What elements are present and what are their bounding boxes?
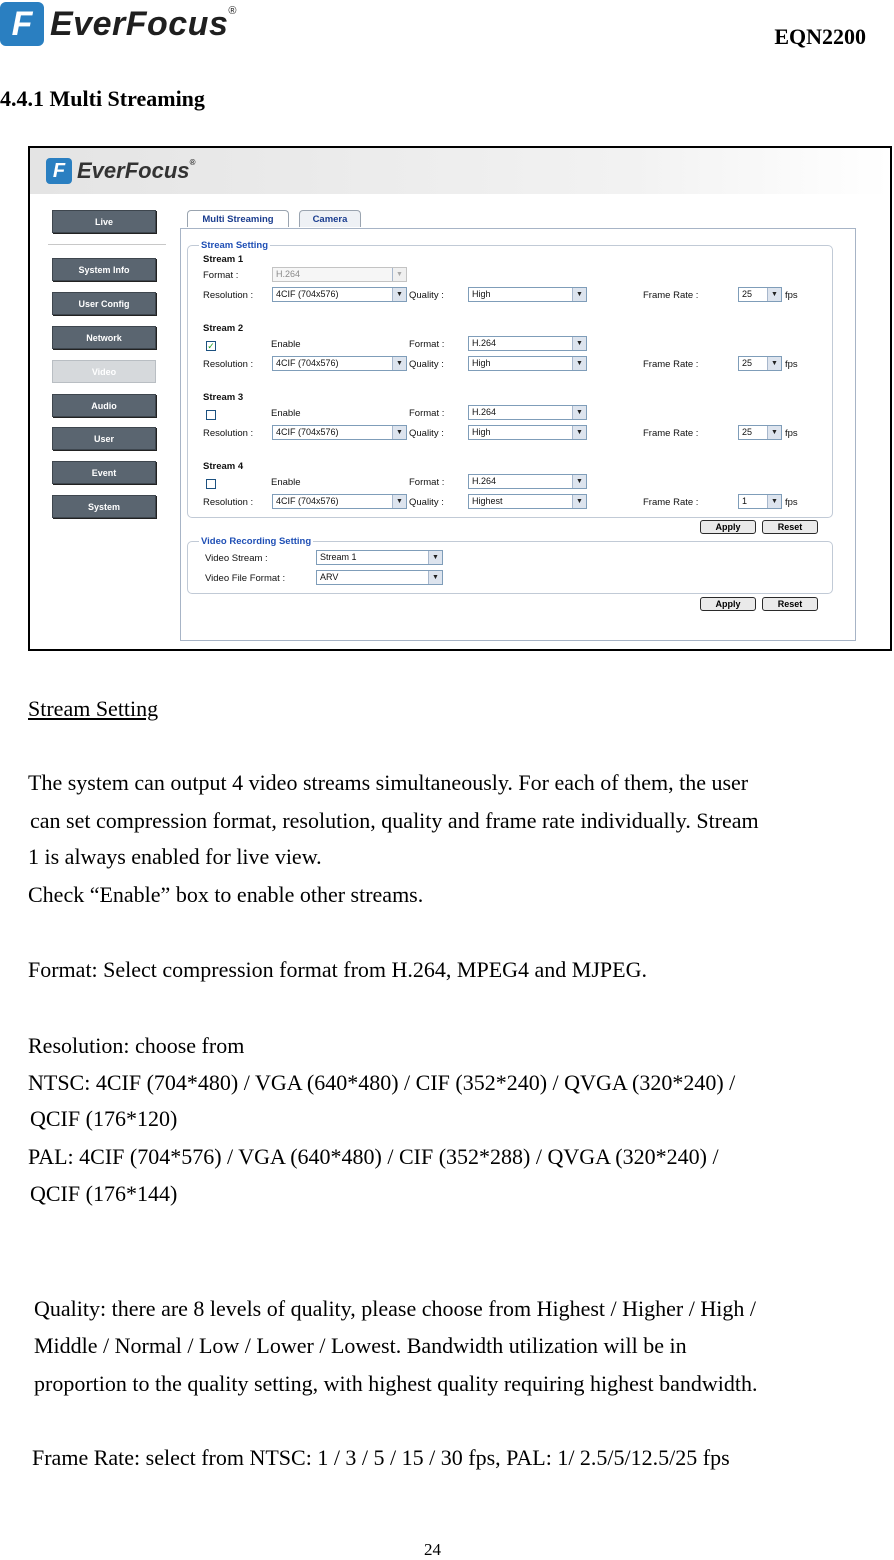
page-number: 24 [424, 1540, 441, 1559]
chevron-down-icon: ▼ [572, 288, 586, 301]
stream-4-frame-rate-value: 1 [742, 496, 748, 506]
video-recording-legend: Video Recording Setting [201, 536, 312, 547]
stream-4-quality-label: Quality : [409, 497, 444, 508]
stream-1-format-select[interactable] [272, 267, 407, 282]
web-ui-header [30, 148, 890, 194]
stream-3-enable-label: Enable [271, 408, 301, 419]
stream-4-quality-select[interactable] [468, 494, 587, 509]
resolution-line: NTSC: 4CIF (704*480) / VGA (640*480) / CIF (352*240) / QVGA (320*240) / [28, 1070, 736, 1095]
stream-3-fps-unit: fps [785, 428, 798, 439]
chevron-down-icon: ▼ [572, 475, 586, 488]
chevron-down-icon: ▼ [428, 551, 442, 564]
stream-2-frame-rate-value: 25 [742, 358, 753, 368]
stream-3-quality-label: Quality : [409, 428, 444, 439]
stream-2-format-label: Format : [409, 339, 445, 350]
stream-4-quality-value: Highest [472, 496, 503, 506]
everfocus-logo [0, 2, 237, 46]
stream-2-resolution-label: Resolution : [203, 359, 254, 370]
stream-3-frame-rate-label: Frame Rate : [643, 428, 699, 439]
resolution-line: QCIF (176*144) [30, 1181, 178, 1206]
chevron-down-icon: ▼ [572, 357, 586, 370]
stream-1-frame-rate-select[interactable] [738, 287, 782, 302]
nav-system-info-button[interactable]: System Info [52, 258, 156, 281]
video-file-format-value: ARV [320, 572, 339, 582]
stream-1-format-label: Format : [203, 270, 239, 281]
stream-setting-heading: Stream Setting [28, 696, 159, 721]
stream-2-frame-rate-select[interactable] [738, 356, 782, 371]
paragraph-line: The system can output 4 video streams simultaneously. For each of them, the user [28, 770, 749, 795]
stream-3-resolution-label: Resolution : [203, 428, 254, 439]
quality-line: proportion to the quality setting, with highest quality requiring highest bandwidth. [34, 1371, 758, 1396]
stream-4-frame-rate-select[interactable] [738, 494, 782, 509]
stream-1-frame-rate-value: 25 [742, 289, 753, 299]
web-ui-logo-f-icon: F [46, 158, 72, 184]
stream-apply-button[interactable]: Apply [700, 520, 756, 534]
stream-2-quality-label: Quality : [409, 359, 444, 370]
stream-4-enable-label: Enable [271, 477, 301, 488]
stream-2-enable-label: Enable [271, 339, 301, 350]
recording-apply-button[interactable]: Apply [700, 597, 756, 611]
stream-1-quality-label: Quality : [409, 290, 444, 301]
resolution-line: Resolution: choose from [28, 1033, 245, 1058]
chevron-down-icon: ▼ [767, 288, 781, 301]
stream-2-resolution-select[interactable] [272, 356, 407, 371]
stream-1-quality-value: High [472, 289, 491, 299]
chevron-down-icon: ▼ [572, 426, 586, 439]
chevron-down-icon: ▼ [392, 495, 406, 508]
tab-camera[interactable]: Camera [299, 210, 361, 227]
chevron-down-icon: ▼ [392, 288, 406, 301]
nav-system-button[interactable]: System [52, 495, 156, 518]
resolution-line: PAL: 4CIF (704*576) / VGA (640*480) / CIF (352*288) / QVGA (320*240) / [28, 1144, 719, 1169]
stream-1-fps-unit: fps [785, 290, 798, 301]
stream-1-title: Stream 1 [203, 254, 244, 265]
nav-event-button[interactable]: Event [52, 461, 156, 484]
stream-1-resolution-value: 4CIF (704x576) [276, 289, 339, 299]
stream-4-title: Stream 4 [203, 461, 244, 472]
stream-2-enable-checkbox[interactable]: ✓ [207, 341, 215, 351]
format-paragraph: Format: Select compression format from H.264, MPEG4 and MJPEG. [28, 957, 647, 982]
stream-4-format-value: H.264 [472, 476, 497, 486]
video-file-format-label: Video File Format : [205, 573, 286, 584]
chevron-down-icon: ▼ [767, 357, 781, 370]
nav-live-button[interactable]: Live [52, 210, 156, 233]
web-ui-screenshot [28, 146, 892, 651]
chevron-down-icon: ▼ [392, 268, 406, 281]
stream-3-format-label: Format : [409, 408, 445, 419]
chevron-down-icon: ▼ [392, 426, 406, 439]
video-recording-group [187, 541, 833, 594]
paragraph-line: 1 is always enabled for live view. [28, 844, 322, 869]
stream-3-resolution-value: 4CIF (704x576) [276, 427, 339, 437]
stream-3-format-value: H.264 [472, 407, 497, 417]
web-ui-logo-mark: ® [189, 158, 196, 167]
nav-user-config-button[interactable]: User Config [52, 292, 156, 315]
recording-reset-button[interactable]: Reset [762, 597, 818, 611]
stream-3-quality-value: High [472, 427, 491, 437]
video-stream-select[interactable] [316, 550, 443, 565]
stream-1-format-value: H.264 [276, 269, 301, 279]
web-ui-logo [46, 158, 195, 184]
stream-4-frame-rate-label: Frame Rate : [643, 497, 699, 508]
stream-2-resolution-value: 4CIF (704x576) [276, 358, 339, 368]
web-ui-logo-text: EverFocus [77, 158, 190, 183]
stream-setting-legend: Stream Setting [201, 240, 269, 251]
stream-2-format-select[interactable] [468, 336, 587, 351]
quality-line: Quality: there are 8 levels of quality, please choose from Highest / Higher / High / [34, 1296, 756, 1321]
stream-1-resolution-select[interactable] [272, 287, 407, 302]
stream-2-quality-select[interactable] [468, 356, 587, 371]
stream-4-format-select[interactable] [468, 474, 587, 489]
stream-2-quality-value: High [472, 358, 491, 368]
stream-reset-button[interactable]: Reset [762, 520, 818, 534]
nav-user-button[interactable]: User [52, 427, 156, 450]
paragraph-line: can set compression format, resolution, quality and frame rate individually. Stream [30, 808, 759, 833]
stream-4-resolution-label: Resolution : [203, 497, 254, 508]
frame-rate-paragraph: Frame Rate: select from NTSC: 1 / 3 / 5 / 15 / 30 fps, PAL: 1/ 2.5/5/12.5/25 fps [32, 1445, 730, 1470]
paragraph-line: Check “Enable” box to enable other streams. [28, 882, 424, 907]
nav-divider [48, 244, 166, 245]
chevron-down-icon: ▼ [572, 495, 586, 508]
nav-network-button[interactable]: Network [52, 326, 156, 349]
stream-1-frame-rate-label: Frame Rate : [643, 290, 699, 301]
brand-name: EverFocus [50, 4, 229, 43]
chevron-down-icon: ▼ [572, 337, 586, 350]
stream-4-format-label: Format : [409, 477, 445, 488]
everfocus-f-icon: F [0, 2, 44, 46]
chevron-down-icon: ▼ [767, 426, 781, 439]
stream-4-resolution-value: 4CIF (704x576) [276, 496, 339, 506]
model-number: EQN2200 [774, 24, 866, 49]
video-stream-label: Video Stream : [205, 553, 268, 564]
stream-2-title: Stream 2 [203, 323, 244, 334]
stream-3-frame-rate-select[interactable] [738, 425, 782, 440]
stream-4-fps-unit: fps [785, 497, 798, 508]
stream-2-format-value: H.264 [472, 338, 497, 348]
video-stream-value: Stream 1 [320, 552, 357, 562]
resolution-line: QCIF (176*120) [30, 1106, 178, 1131]
chevron-down-icon: ▼ [767, 495, 781, 508]
nav-video-button[interactable]: Video [52, 360, 156, 383]
chevron-down-icon: ▼ [572, 406, 586, 419]
video-file-format-select[interactable] [316, 570, 443, 585]
stream-3-resolution-select[interactable] [272, 425, 407, 440]
nav-audio-button[interactable]: Audio [52, 394, 156, 417]
stream-2-fps-unit: fps [785, 359, 798, 370]
stream-1-quality-select[interactable] [468, 287, 587, 302]
quality-line: Middle / Normal / Low / Lower / Lowest. Bandwidth utilization will be in [34, 1333, 687, 1358]
stream-4-enable-checkbox[interactable] [206, 479, 216, 489]
stream-3-frame-rate-value: 25 [742, 427, 753, 437]
stream-3-quality-select[interactable] [468, 425, 587, 440]
chevron-down-icon: ▼ [392, 357, 406, 370]
stream-4-resolution-select[interactable] [272, 494, 407, 509]
stream-3-format-select[interactable] [468, 405, 587, 420]
settings-panel [180, 228, 856, 641]
brand-registered-mark: ® [228, 4, 237, 17]
stream-3-title: Stream 3 [203, 392, 244, 403]
stream-2-frame-rate-label: Frame Rate : [643, 359, 699, 370]
stream-3-enable-checkbox[interactable] [206, 410, 216, 420]
tab-multi-streaming[interactable]: Multi Streaming [187, 210, 289, 227]
stream-1-resolution-label: Resolution : [203, 290, 254, 301]
chevron-down-icon: ▼ [428, 571, 442, 584]
section-title: 4.4.1 Multi Streaming [0, 86, 205, 111]
